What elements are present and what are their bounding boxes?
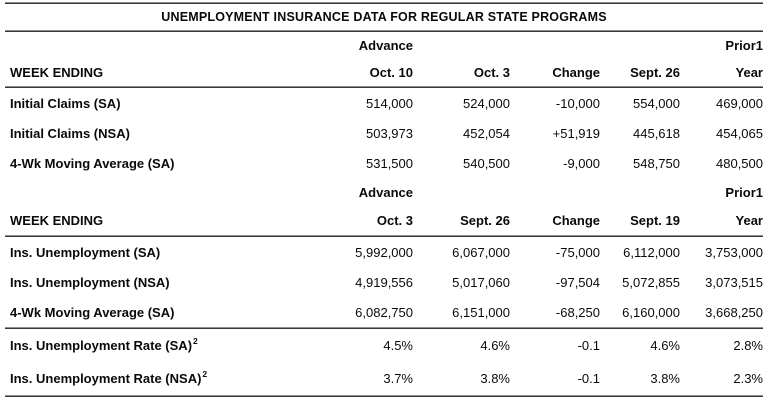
cell-value: 5,017,060 <box>452 274 510 290</box>
cell-value: 5,992,000 <box>355 244 413 260</box>
bottom-rule <box>5 395 763 397</box>
cell-value: 503,973 <box>366 125 413 141</box>
row-label: Ins. Unemployment (NSA) <box>10 274 170 290</box>
cell-value: 6,112,000 <box>623 244 680 260</box>
cell-value: 6,151,000 <box>452 304 510 320</box>
cell-value: 3.8% <box>650 371 680 386</box>
cell-value: 6,160,000 <box>622 304 680 320</box>
column-header: Sept. 26 <box>630 65 680 80</box>
row-label: 4-Wk Moving Average (SA) <box>10 304 175 320</box>
cell-value: 2.3% <box>733 371 763 386</box>
title-row <box>5 4 763 30</box>
cell-value: -10,000 <box>555 95 600 111</box>
table-row <box>5 267 763 297</box>
column-header: Sept. 26 <box>460 213 510 228</box>
cell-value: 4.6% <box>480 338 510 353</box>
row-label: Ins. Unemployment (SA) <box>10 244 161 260</box>
row-label: Initial Claims (SA) <box>10 95 121 111</box>
row-label: 4-Wk Moving Average (SA) <box>10 155 175 171</box>
cell-value: 554,000 <box>633 95 680 111</box>
empty-cell <box>510 32 600 59</box>
cell-value: 452,054 <box>463 125 510 141</box>
prior-header: Prior1 <box>725 184 763 200</box>
advance-header: Advance <box>358 38 413 53</box>
column-header: Change <box>552 213 600 228</box>
table-row <box>5 362 763 395</box>
table-row <box>5 329 763 362</box>
cell-value: 6,067,000 <box>452 244 510 260</box>
cell-value: -75,000 <box>555 244 600 260</box>
cell-value: 4,919,556 <box>355 274 413 290</box>
empty-cell <box>600 32 680 59</box>
prior-header: Prior1 <box>725 38 763 53</box>
table-row <box>5 237 763 267</box>
row-label-text: Ins. Unemployment Rate (NSA) <box>10 371 202 386</box>
cell-value: 540,500 <box>463 155 510 171</box>
cell-value: -97,504 <box>555 274 600 290</box>
empty-cell <box>600 178 680 206</box>
cell-value: 4.6% <box>650 338 680 353</box>
table-row <box>5 118 763 148</box>
empty-cell <box>413 32 510 59</box>
empty-cell <box>5 32 315 59</box>
header-row-advance-2 <box>5 178 763 206</box>
cell-value: 3,073,515 <box>705 274 763 290</box>
table-row <box>5 297 763 327</box>
cell-value: 514,000 <box>366 95 413 111</box>
column-header: Oct. 10 <box>369 65 413 80</box>
cell-value: -9,000 <box>563 155 600 171</box>
header-row-advance-1 <box>5 32 763 59</box>
cell-value: 4.5% <box>383 338 413 353</box>
cell-value: -0.1 <box>577 338 600 353</box>
week-ending-header: WEEK ENDING <box>10 213 104 228</box>
cell-value: -0.1 <box>577 371 600 386</box>
header-row-week-ending-2 <box>5 206 763 235</box>
cell-value: 531,500 <box>366 155 413 171</box>
column-header: Oct. 3 <box>376 213 413 228</box>
cell-value: 6,082,750 <box>355 304 413 320</box>
cell-value: 469,000 <box>716 95 763 111</box>
column-header: Oct. 3 <box>473 65 510 80</box>
row-label <box>5 329 315 362</box>
cell-value: 2.8% <box>733 338 763 353</box>
empty-cell <box>510 178 600 206</box>
column-header: Change <box>552 65 600 80</box>
cell-value: 5,072,855 <box>622 274 680 290</box>
table-row <box>5 88 763 118</box>
table-row <box>5 148 763 178</box>
cell-value: 3.7% <box>383 371 413 386</box>
cell-value: 3,668,250 <box>705 304 763 320</box>
column-header: Year <box>735 65 763 80</box>
page-title: UNEMPLOYMENT INSURANCE DATA FOR REGULAR STATE PROGRAMS <box>161 10 607 24</box>
week-ending-header: WEEK ENDING <box>10 65 104 80</box>
cell-value: 524,000 <box>463 95 510 111</box>
cell-value: 3.8% <box>480 371 510 386</box>
cell-value: -68,250 <box>555 304 600 320</box>
header-row-week-ending-1 <box>5 59 763 86</box>
empty-cell <box>413 178 510 206</box>
cell-value: 445,618 <box>633 125 680 141</box>
advance-header: Advance <box>358 184 413 200</box>
row-label: Initial Claims (NSA) <box>10 125 130 141</box>
footnote-ref: 2 <box>193 336 198 347</box>
footnote-ref: 2 <box>202 369 208 380</box>
row-label-text: Ins. Unemployment Rate (SA) <box>10 338 193 353</box>
cell-value: 548,750 <box>633 155 680 171</box>
row-label <box>5 362 315 395</box>
empty-cell <box>5 178 315 206</box>
column-header: Year <box>735 213 763 228</box>
cell-value: 454,065 <box>716 125 763 141</box>
cell-value: +51,919 <box>552 125 600 141</box>
cell-value: 480,500 <box>716 155 763 171</box>
cell-value: 3,753,000 <box>705 244 763 260</box>
column-header: Sept. 19 <box>630 213 680 228</box>
